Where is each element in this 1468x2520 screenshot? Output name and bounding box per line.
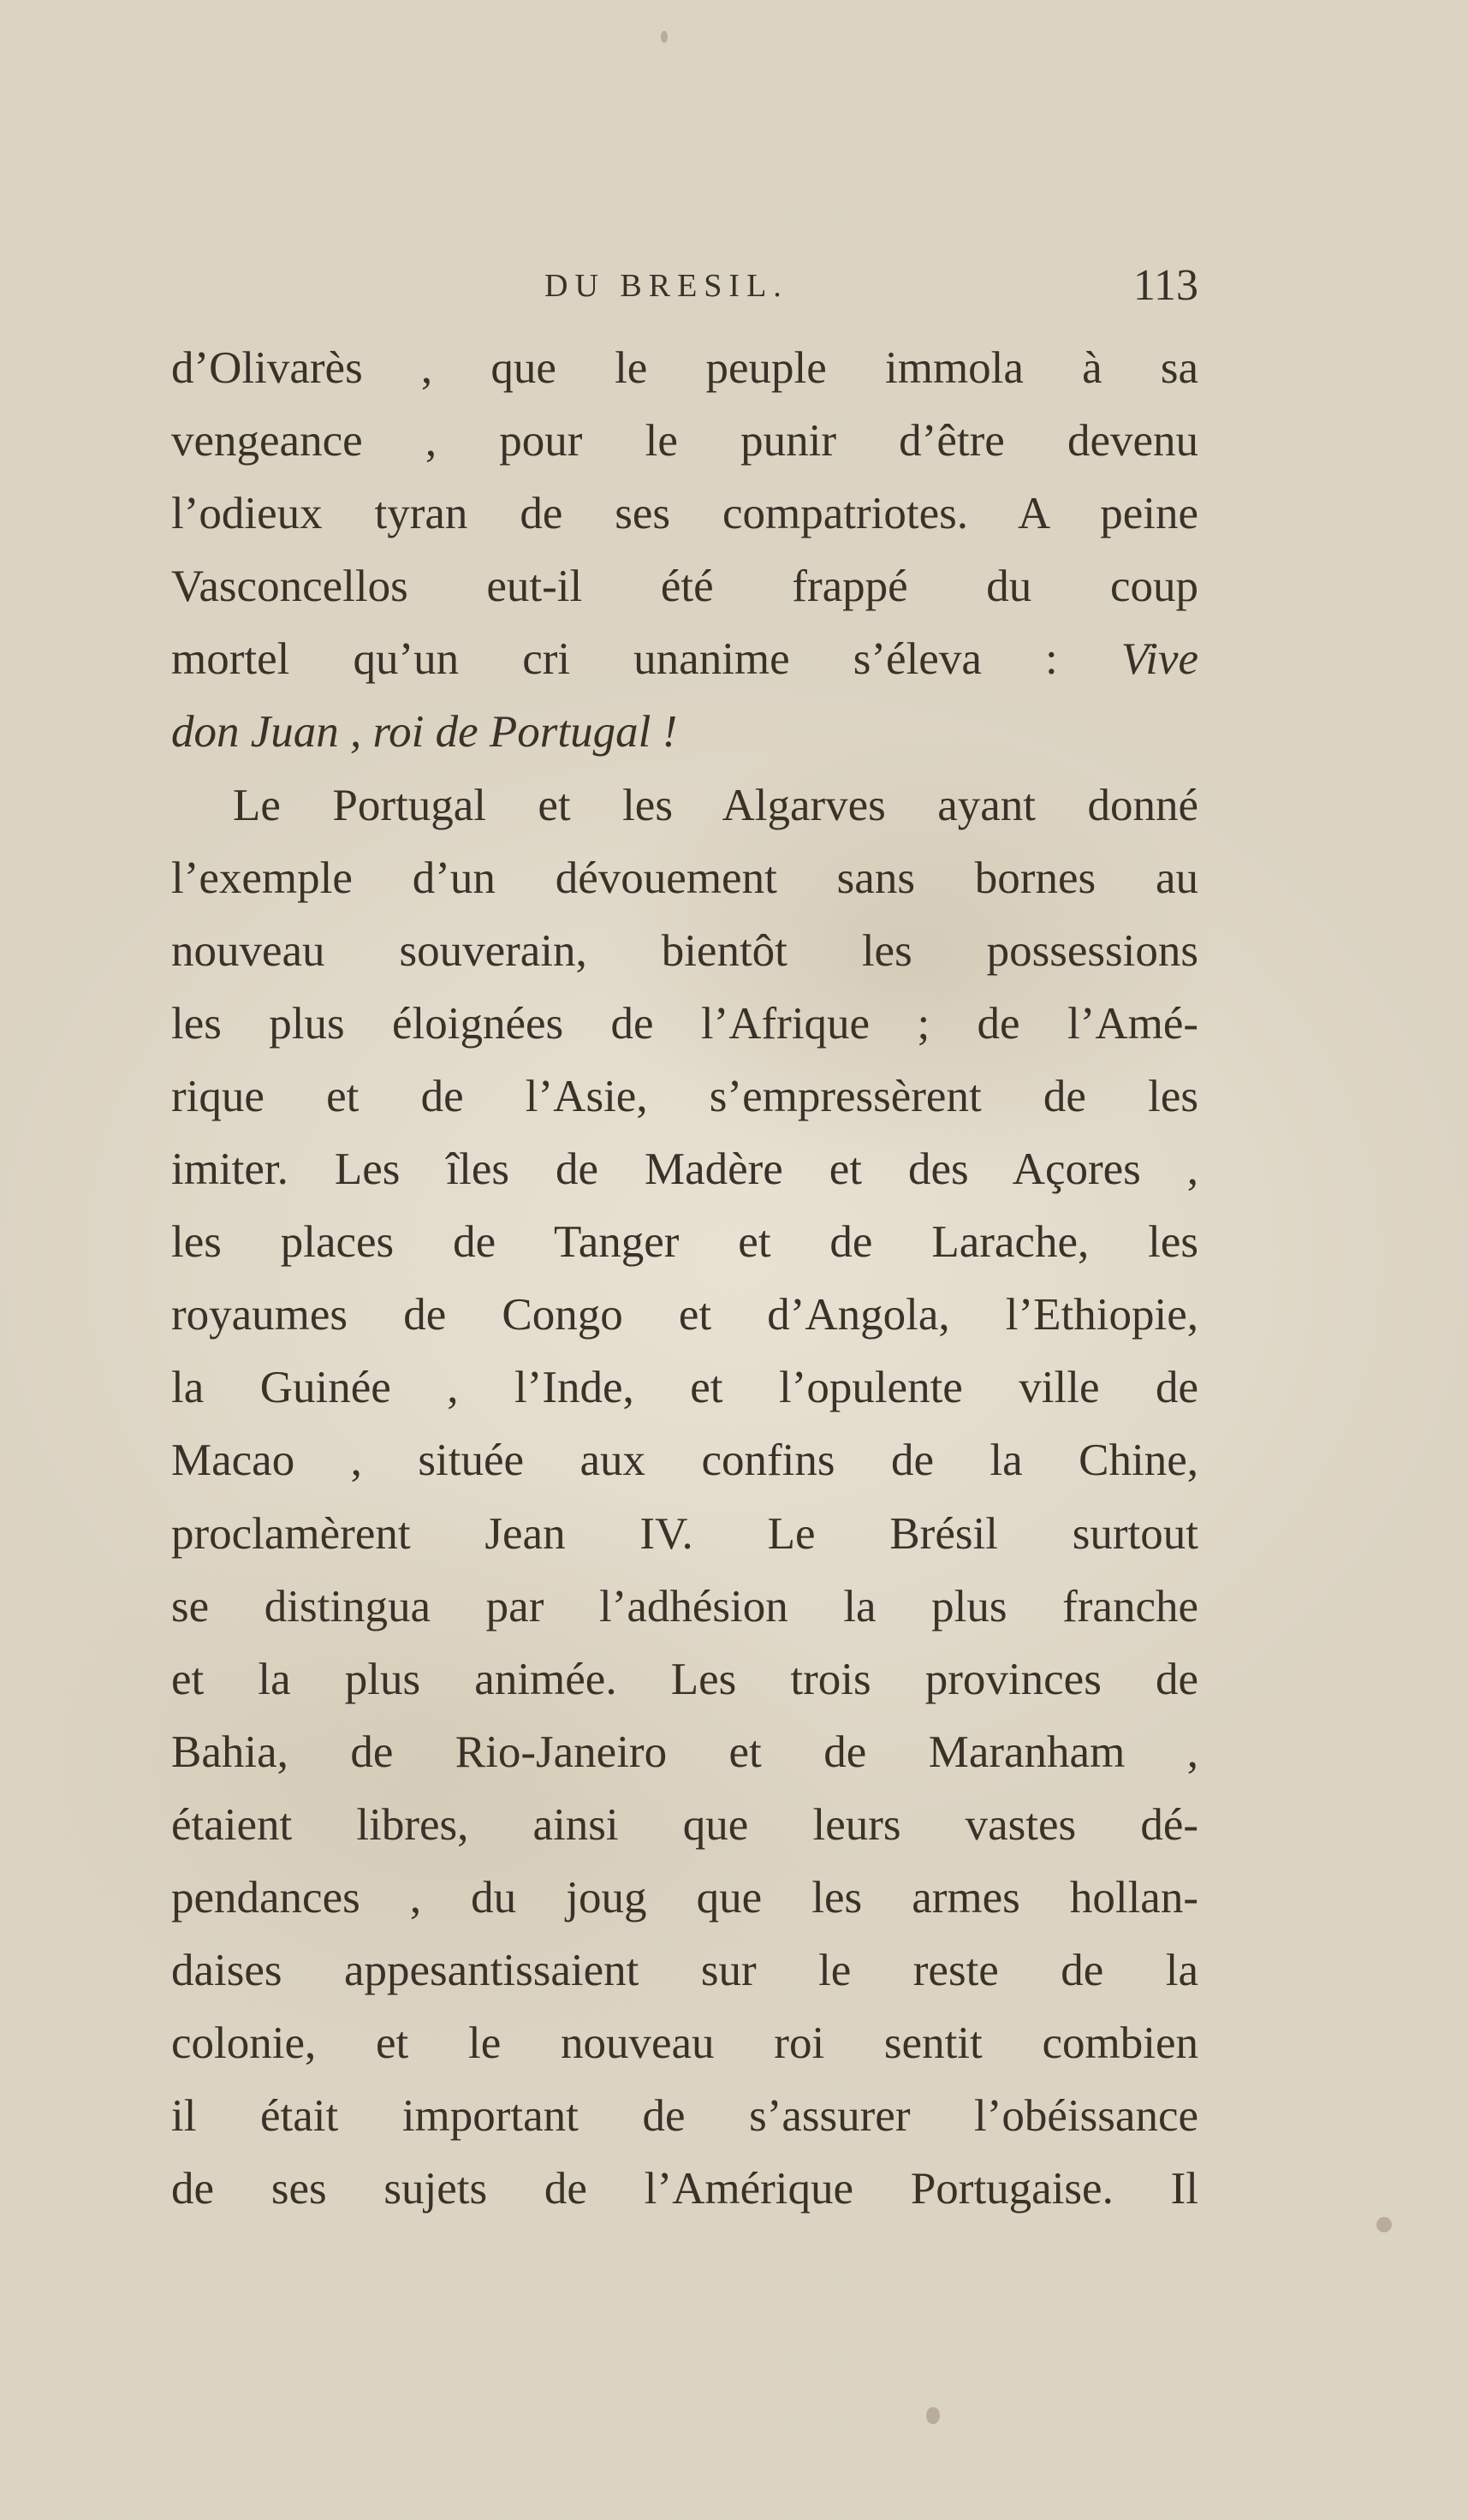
text-line: Bahia, de Rio-Janeiro et de Maranham , bbox=[171, 1727, 1198, 1777]
text-line bbox=[171, 696, 1198, 769]
text-line: l’exemple d’un dévouement sans bornes au bbox=[171, 853, 1198, 903]
text-line: de ses sujets de l’Amérique Portugaise. Il bbox=[171, 2164, 1198, 2214]
text-line: mortel qu’un cri unanime s’éleva : Vive bbox=[171, 634, 1198, 685]
text-line: nouveau souverain, bientôt les possessions bbox=[171, 925, 1198, 976]
text-line: Macao , située aux confins de la Chine, bbox=[171, 1435, 1198, 1486]
running-head bbox=[171, 261, 1198, 318]
text-line: proclamèrent Jean IV. Le Brésil surtout bbox=[171, 1508, 1198, 1559]
text-line: les places de Tanger et de Larache, les bbox=[171, 1217, 1198, 1268]
italic-text: Vive bbox=[1120, 634, 1198, 685]
ink-spot bbox=[926, 2407, 940, 2424]
ink-spot bbox=[1376, 2217, 1392, 2232]
text-line: et la plus animée. Les trois provinces de bbox=[171, 1654, 1198, 1704]
text-line: vengeance , pour le punir d’être devenu bbox=[171, 416, 1198, 467]
body-text bbox=[171, 332, 1198, 2226]
paragraph-start-line: Le Portugal et les Algarves ayant donné bbox=[233, 780, 1198, 830]
page-number: 113 bbox=[1132, 261, 1198, 310]
text-line: l’odieux tyran de ses compatriotes. A peine bbox=[171, 489, 1198, 539]
text-line: colonie, et le nouveau roi sentit combien bbox=[171, 2018, 1198, 2069]
text-line: pendances , du joug que les armes hollan- bbox=[171, 1872, 1198, 1923]
ink-spot bbox=[661, 31, 668, 43]
italic-text: don Juan , roi de Portugal ! bbox=[171, 707, 678, 758]
text-line: la Guinée , l’Inde, et l’opulente ville de bbox=[171, 1363, 1198, 1413]
text-line: d’Olivarès , que le peuple immola à sa bbox=[171, 343, 1198, 393]
text-line: daises appesantissaient sur le reste de la bbox=[171, 1946, 1198, 1996]
text-line: étaient libres, ainsi que leurs vastes dé- bbox=[171, 1799, 1198, 1850]
text-line: il était important de s’assurer l’obéissance bbox=[171, 2091, 1198, 2142]
text-line: royaumes de Congo et d’Angola, l’Ethiopie, bbox=[171, 1290, 1198, 1340]
running-title: DU BRESIL. bbox=[544, 268, 788, 304]
text-line: imiter. Les îles de Madère et des Açores , bbox=[171, 1144, 1198, 1195]
text-line: les plus éloignées de l’Afrique ; de l’Amé- bbox=[171, 998, 1198, 1049]
text-line: Vasconcellos eut-il été frappé du coup bbox=[171, 562, 1198, 612]
text-line: se distingua par l’adhésion la plus franche bbox=[171, 1581, 1198, 1631]
text-line: rique et de l’Asie, s’empressèrent de les bbox=[171, 1071, 1198, 1121]
